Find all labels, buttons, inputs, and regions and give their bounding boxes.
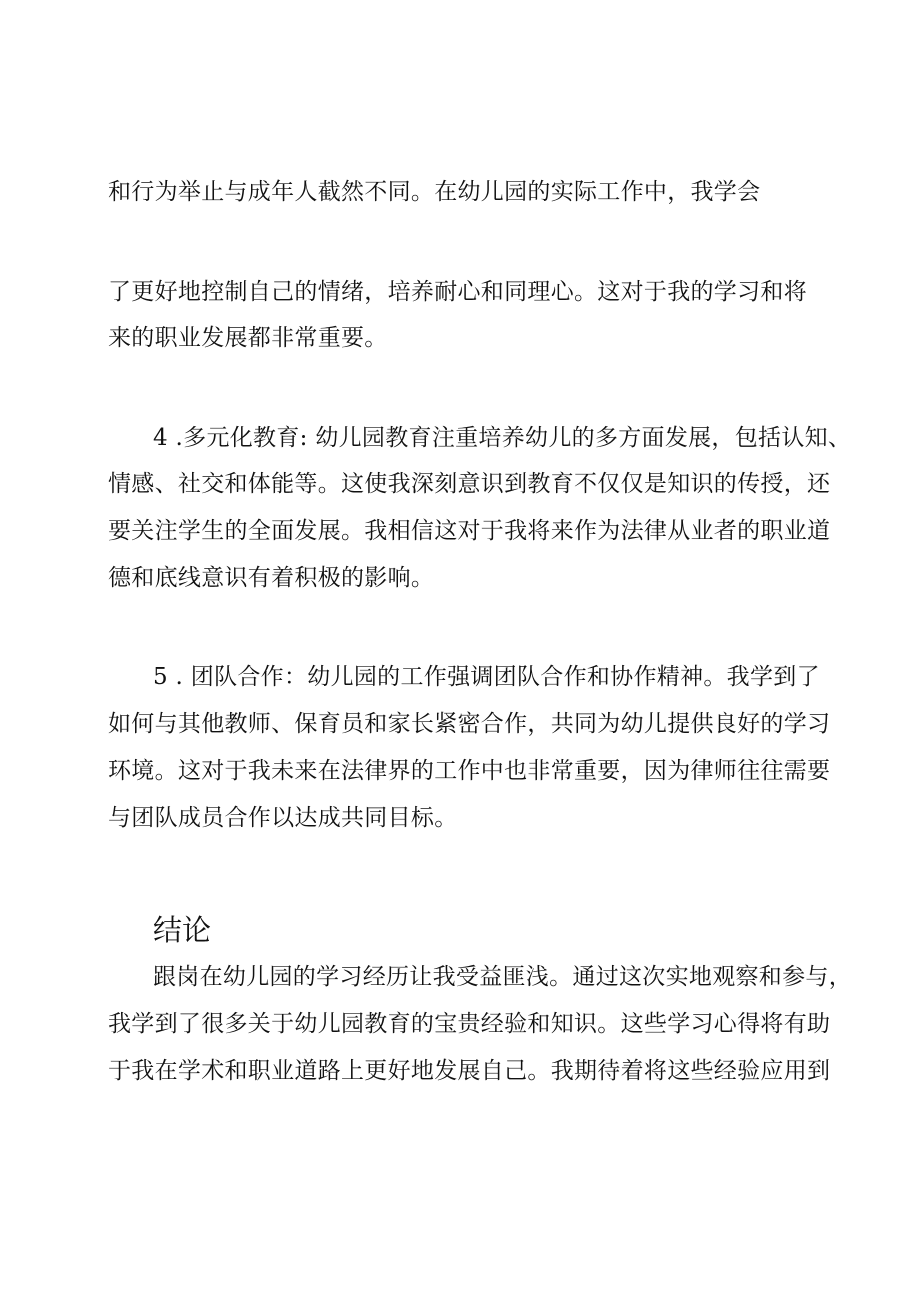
list-item-5-line: 如何与其他教师、保育员和家长紧密合作，共同为幼儿提供良好的学习 xyxy=(108,711,831,737)
conclusion-line: 跟岗在幼儿园的学习经历让我受益匪浅。通过这次实地观察和参与， xyxy=(153,964,852,990)
list-item-5-line: 5 . 团队合作：幼儿园的工作强调团队合作和协作精神。我学到了 xyxy=(153,664,820,690)
paragraph-line: 来的职业发展都非常重要。 xyxy=(108,325,388,351)
section-heading: 结论 xyxy=(153,913,212,947)
list-item-4-line: 要关注学生的全面发展。我相信这对于我将来作为法律从业者的职业道 xyxy=(108,518,831,544)
list-item-4-line: 情感、社交和体能等。这使我深刻意识到教育不仅仅是知识的传授，还 xyxy=(108,471,831,497)
list-item-4-line: 德和底线意识有着积极的影响。 xyxy=(108,565,435,591)
paragraph-line: 和行为举止与成年人截然不同。在幼儿园的实际工作中，我学会 xyxy=(108,179,761,205)
list-item-5-line: 环境。这对于我未来在法律界的工作中也非常重要，因为律师往往需要 xyxy=(108,758,831,784)
list-item-4-line: 4 .多元化教育: 幼儿园教育注重培养幼儿的多方面发展，包括认知、 xyxy=(153,425,852,451)
conclusion-line: 我学到了很多关于幼儿园教育的宝贵经验和知识。这些学习心得将有助 xyxy=(108,1011,831,1037)
conclusion-line: 于我在学术和职业道路上更好地发展自己。我期待着将这些经验应用到 xyxy=(108,1058,831,1084)
paragraph-line: 了更好地控制自己的情绪，培养耐心和同理心。这对于我的学习和将 xyxy=(108,279,807,305)
list-item-5-line: 与团队成员合作以达成共同目标。 xyxy=(108,805,458,831)
